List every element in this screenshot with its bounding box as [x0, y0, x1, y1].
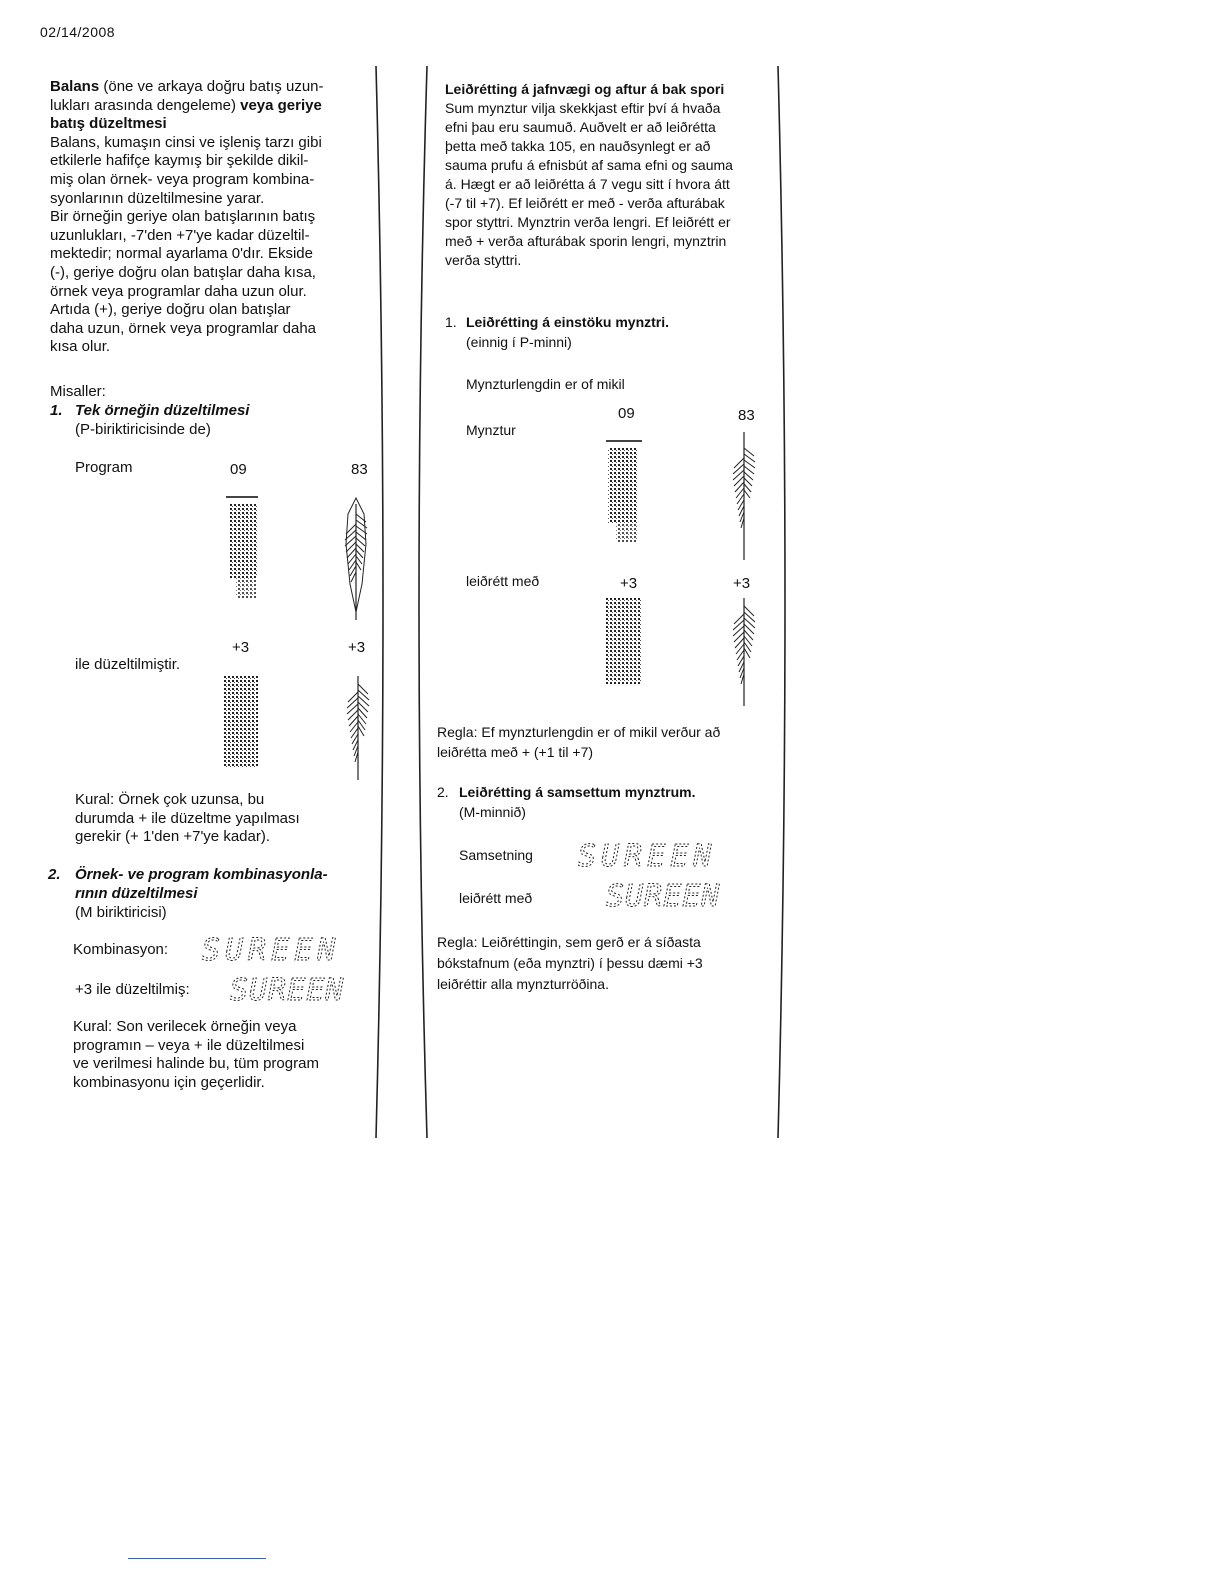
r-pattern-83-label: 83	[738, 407, 755, 424]
h2-subtitle: (M biriktiricisi)	[75, 904, 167, 921]
left-body-line: Bir örneğin geriye olan batışlarının batış	[50, 208, 316, 226]
page-date: 02/14/2008	[40, 24, 116, 40]
pattern-09-label: 09	[230, 461, 247, 478]
regla1-paragraph: Regla: Ef mynzturlengdin er of mikil verður að leiðrétta með + (+1 til +7)	[437, 724, 721, 760]
h2-number: 2.	[48, 866, 61, 883]
left-body-line: (-), geriye doğru olan batışlar daha kısa,	[50, 263, 316, 281]
kural2-paragraph: Kural: Son verilecek örneğin veya programın – veya + ile düzeltilmesi ve verilmesi halinde bu, tüm program kombinasyonu için geçerlidir.	[73, 1018, 319, 1091]
right-intro-paragraph	[445, 80, 780, 270]
left-body-line: örnek veya programlar daha uzun olur.	[50, 282, 307, 300]
leidrett-med2-label: leiðrétt með	[459, 890, 533, 906]
kombinasyon-stitch-text: SUREEN	[202, 933, 341, 968]
left-body-line: etkilerle hafifçe kaymış bir şekilde dikil-	[50, 152, 309, 170]
left-intro-paragraph: Balans (öne ve arkaya doğru batış uzun- lukları arasında dengeleme) veya geriye batış düzeltmesi Balans, kumaşın cinsi ve işleniş tarzı gibi etkilerle hafifçe kaymış bir şekilde dikil- miş olan örnek- veya program kombina- syonlarının düzeltilmesine yarar. Bir örneğin geriye olan batışlarının batış uzunlukları, -7'den +7'ye kadar düzeltil- mektedir; normal ayarlama 0'dır. Ekside (-), geriye doğru olan batışlar daha kısa, örnek veya programlar daha uzun olur. Artıda (+), geriye doğru olan batışlar daha uzun, örnek veya programlar daha kısa olur.	[50, 78, 380, 357]
left-body-line: miş olan örnek- veya program kombina-	[50, 170, 315, 188]
leidrett-med-label: leiðrétt með	[466, 573, 540, 589]
right-heading: Leiðrétting á jafnvægi og aftur á bak spori	[445, 81, 725, 97]
right-body-line: á. Hægt er að leiðrétta á 7 vegu sitt í hvora átt	[445, 176, 730, 192]
plus3-label-b: +3	[348, 639, 366, 656]
right-body-line: með + verða afturábak sporin lengri, mynztrin	[445, 233, 727, 249]
leidrett-stitch-word	[604, 874, 744, 916]
stitch-pattern-83-corrected-icon	[338, 672, 378, 784]
mynztur-label: Mynztur	[466, 422, 516, 438]
balans-bold: Balans	[50, 78, 100, 95]
regla2-paragraph: Regla: Leiðréttingin, sem gerð er á síðasta bókstafnum (eða mynztri) í þessu dæmi +3 leiðréttir alla mynzturröðina.	[437, 934, 703, 992]
stitch-pattern-09-corrected-icon	[220, 672, 264, 772]
right-body-line: (-7 til +7). Ef leiðrétt er með - verða afturábak	[445, 195, 725, 211]
kural1-paragraph: Kural: Örnek çok uzunsa, bu durumda + ile düzeltme yapılması gerekir (+ 1'den +7'ye kadar).	[75, 791, 300, 846]
left-body-line: uzunlukları, -7'den +7'ye kadar düzeltil-	[50, 226, 310, 244]
right-body-line: þetta með takka 105, en nauðsynlegt er að	[445, 138, 711, 154]
r-pattern-09-label: 09	[618, 405, 635, 422]
r-h1-title: Leiðrétting á einstöku mynztri.	[466, 314, 670, 330]
r-plus3-label-a: +3	[620, 575, 638, 592]
h1-subtitle: (P-biriktiricisinde de)	[75, 421, 211, 438]
r-plus3-label-b: +3	[733, 575, 751, 592]
h2-title-line2: rının düzeltilmesi	[75, 885, 198, 902]
right-body-line: verða styttri.	[445, 252, 522, 268]
left-body-line: syonlarının düzeltilmesine yarar.	[50, 189, 265, 207]
left-body-line: kısa olur.	[50, 338, 111, 356]
h1-number: 1.	[50, 402, 63, 419]
left-body-line: daha uzun, örnek veya programlar daha	[50, 319, 317, 337]
middle-column-bracket	[405, 62, 435, 1142]
r-stitch-pattern-09-icon	[602, 436, 648, 548]
program-label: Program	[75, 459, 133, 476]
plus3-label-a: +3	[232, 639, 250, 656]
mynzturlengd-label: Mynzturlengdin er of mikil	[466, 376, 625, 392]
r-stitch-pattern-09-corrected-icon	[602, 594, 648, 688]
stitch-pattern-83-icon	[336, 494, 376, 626]
r-h1-number: 1.	[445, 314, 457, 330]
left-body-line: Balans, kumaşın cinsi ve işleniş tarzı gibi	[50, 133, 322, 151]
duzeltilmis-stitch-text: SUREEN	[230, 973, 345, 1008]
right-body-line: sauma prufu á efnisbút af sama efni og sauma	[445, 157, 733, 173]
plus3-duzeltilmis-label: +3 ile düzeltilmiş:	[75, 981, 190, 998]
misaller-label: Misaller:	[50, 383, 106, 400]
duzeltilmis-stitch-word	[228, 968, 368, 1010]
r-h2-title: Leiðrétting á samsettum mynztrum.	[459, 784, 696, 800]
leidrett-stitch-text: SUREEN	[606, 879, 721, 914]
bottom-rule-divider	[128, 1558, 266, 1559]
samsetning-stitch-text: SUREEN	[578, 839, 717, 874]
right-body-line: efni þau eru saumuð. Auðvelt er að leiðrétta	[445, 119, 716, 135]
right-body-line: spor styttri. Mynztrin verða lengri. Ef leiðrétt er	[445, 214, 731, 230]
r-h1-subtitle: (einnig í P-minni)	[466, 334, 572, 350]
samsetning-label: Samsetning	[459, 847, 533, 863]
kombinasyon-stitch-word	[200, 928, 365, 970]
r-h2-subtitle: (M-minnið)	[459, 804, 526, 820]
duzeltilmis-label: ile düzeltilmiştir.	[75, 656, 181, 673]
r-stitch-pattern-83-corrected-icon	[724, 594, 764, 710]
samsetning-stitch-word	[576, 834, 744, 876]
left-body-line: mektedir; normal ayarlama 0'dır. Ekside	[50, 245, 313, 263]
left-body-line: Artıda (+), geriye doğru olan batışlar	[50, 301, 291, 319]
h1-title: Tek örneğin düzeltilmesi	[75, 402, 250, 419]
stitch-pattern-09-icon	[222, 492, 266, 604]
kombinasyon-label: Kombinasyon:	[73, 941, 169, 958]
right-body-line: Sum mynztur vilja skekkjast eftir því á hvaða	[445, 100, 721, 116]
r-stitch-pattern-83-icon	[724, 428, 764, 568]
pattern-83-label: 83	[351, 461, 368, 478]
r-h2-number: 2.	[437, 784, 449, 800]
h2-title-line1: Örnek- ve program kombinasyonla-	[75, 866, 328, 883]
